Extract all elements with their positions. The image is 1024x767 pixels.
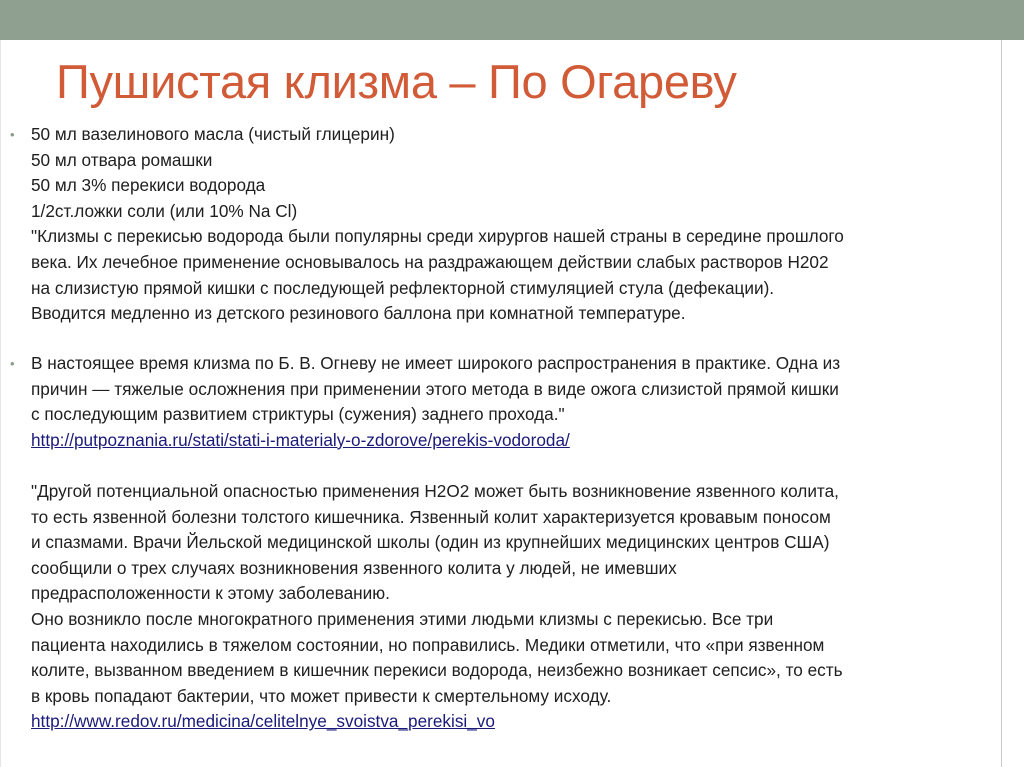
text-line: 50 мл 3% перекиси водорода	[31, 175, 266, 196]
text-line: 50 мл вазелинового масла (чистый глицерин)	[31, 124, 395, 144]
text-line: 50 мл отвара ромашки	[31, 149, 213, 170]
bullet-1-text	[31, 122, 844, 327]
bullet-marker-1: •	[10, 127, 15, 142]
text-line: колите, вызванном введением в кишечник перекиси водорода, неизбежно возникает сепсис», то есть	[31, 660, 843, 681]
text-line: "Клизмы с перекисью водорода были популярны среди хирургов нашей страны в середине прошлого	[31, 226, 844, 247]
slide-left-border	[0, 40, 1, 767]
bullet-2-text	[31, 351, 843, 735]
slide-top-bar	[0, 0, 1024, 40]
source-link-redov[interactable]: http://www.redov.ru/medicina/celitelnye_svoistva_perekisi_vo	[31, 711, 495, 732]
text-line: века. Их лечебное применение основывалось на раздражающем действии слабых растворов Н202	[31, 251, 829, 272]
text-line: на слизистую прямой кишки с последующей рефлекторной стимуляцией стула (дефекации).	[31, 277, 775, 298]
text-line: 1/2ст.ложки соли (или 10% Na Cl)	[31, 200, 298, 221]
text-line: "Другой потенциальной опасностью применения Н2О2 может быть возникновение язвенного колита,	[31, 480, 839, 501]
text-line: В настоящее время клизма по Б. В. Огневу не имеет широкого распространения в практике. Одна из	[31, 353, 841, 373]
slide-title: Пушистая клизма – По Огареву	[56, 55, 737, 108]
text-line: и спазмами. Врачи Йельской медицинской школы (один из крупнейших медицинских центров США)	[31, 532, 830, 553]
text-line: причин — тяжелые осложнения при применении этого метода в виде ожога слизистой прямой кишки	[31, 378, 839, 399]
blank-line	[31, 453, 843, 479]
text-line: пациента находились в тяжелом состоянии, но поправились. Медики отметили, что «при язвенном	[31, 634, 825, 655]
text-line: в кровь попадают бактерии, что может привести к смертельному исходу.	[31, 685, 612, 706]
text-line: с последующим развитием стриктуры (сужения) заднего прохода."	[31, 404, 565, 425]
text-line: Вводится медленно из детского резинового баллона при комнатной температуре.	[31, 303, 686, 324]
text-line: сообщили о трех случаях возникновения язвенного колита у людей, не имевших	[31, 557, 677, 578]
source-link-putpoznania[interactable]: http://putpoznania.ru/stati/stati-i-materialy-o-zdorove/perekis-vodoroda/	[31, 429, 570, 450]
slide-right-border	[1001, 40, 1002, 767]
bullet-marker-2: •	[10, 356, 15, 371]
text-line: Оно возникло после многократного применения этими людьми клизмы с перекисью. Все три	[31, 608, 774, 629]
text-line: то есть язвенной болезни толстого кишечника. Язвенный колит характеризуется кровавым поносом	[31, 506, 831, 527]
text-line: предрасположенности к этому заболеванию.	[31, 583, 390, 604]
